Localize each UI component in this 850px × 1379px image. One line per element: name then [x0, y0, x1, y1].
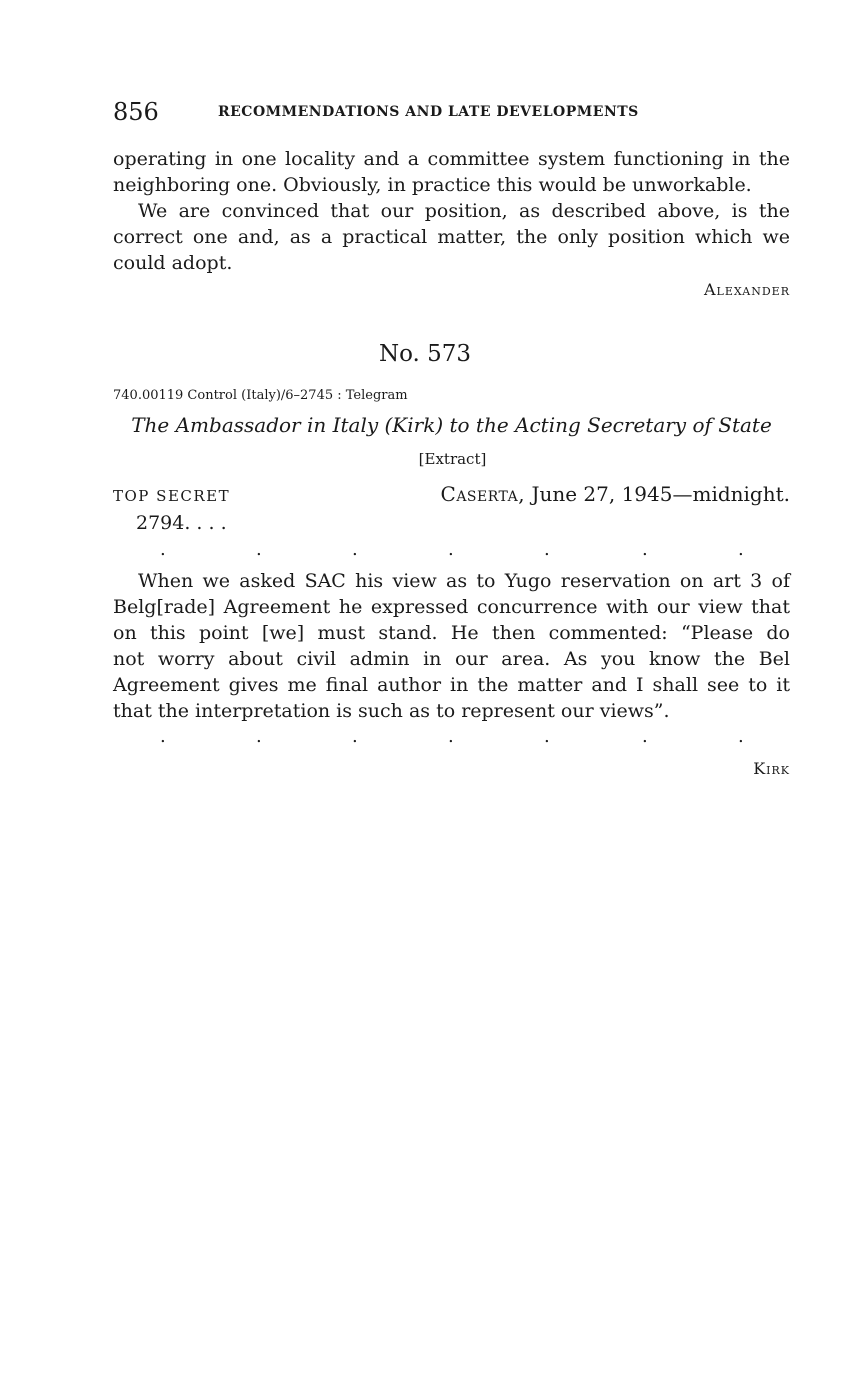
ellipsis-row: [113, 726, 790, 747]
ellipsis-dot: .: [256, 726, 262, 747]
text-line: on this point [we] must stand. He then commented: “Please do: [113, 622, 790, 644]
ellipsis-dot: .: [352, 539, 358, 560]
dateline-date: June 27, 1945—midnight.: [531, 482, 790, 506]
signature-kirk: Kirk: [753, 759, 790, 778]
ellipsis-dot: .: [544, 726, 550, 747]
document-title: The Ambassador in Italy (Kirk) to the Acting Secretary of State: [131, 413, 772, 437]
ellipsis-dot: .: [160, 539, 166, 560]
dateline: [441, 482, 790, 506]
ellipsis-row: [113, 539, 790, 560]
ellipsis-dot: .: [544, 539, 550, 560]
text-line: neighboring one. Obviously, in practice this would be unworkable.: [113, 174, 752, 196]
ellipsis-dot: .: [738, 726, 744, 747]
ellipsis-dot: .: [642, 539, 648, 560]
text-line: Belg[rade] Agreement he expressed concurrence with our view that: [113, 596, 790, 618]
text-line: correct one and, as a practical matter, the only position which we: [113, 226, 790, 248]
document-number: No. 573: [378, 341, 472, 367]
text-line: not worry about civil admin in our area. As you know the Bel: [113, 648, 790, 670]
telegram-body: [113, 568, 790, 724]
message-number: 2794. . . .: [136, 512, 227, 534]
page-number: 856: [113, 98, 159, 126]
text-line: operating in one locality and a committee system functioning in the: [113, 148, 790, 170]
running-title: RECOMMENDATIONS AND LATE DEVELOPMENTS: [218, 104, 639, 120]
ellipsis-dot: .: [642, 726, 648, 747]
text-line: When we asked SAC his view as to Yugo reservation on art 3 of: [138, 570, 790, 592]
ellipsis-dot: .: [256, 539, 262, 560]
ellipsis-dot: .: [738, 539, 744, 560]
text-line: We are convinced that our position, as described above, is the: [138, 200, 790, 222]
ellipsis-dot: .: [160, 726, 166, 747]
text-line: could adopt.: [113, 252, 233, 274]
file-reference: 740.00119 Control (Italy)/6–2745 : Telegram: [113, 388, 408, 403]
ellipsis-dot: .: [448, 726, 454, 747]
extract-note: [Extract]: [418, 450, 487, 468]
classification: TOP SECRET: [113, 487, 231, 505]
ellipsis-dot: .: [352, 726, 358, 747]
text-line: Agreement gives me final author in the matter and I shall see to it: [113, 674, 790, 696]
text-line: that the interpretation is such as to represent our views”.: [113, 700, 670, 722]
continued-text: [113, 146, 790, 276]
ellipsis-dot: .: [448, 539, 454, 560]
dateline-place: Caserta,: [440, 482, 526, 506]
signature-alexander: Alexander: [703, 280, 790, 299]
